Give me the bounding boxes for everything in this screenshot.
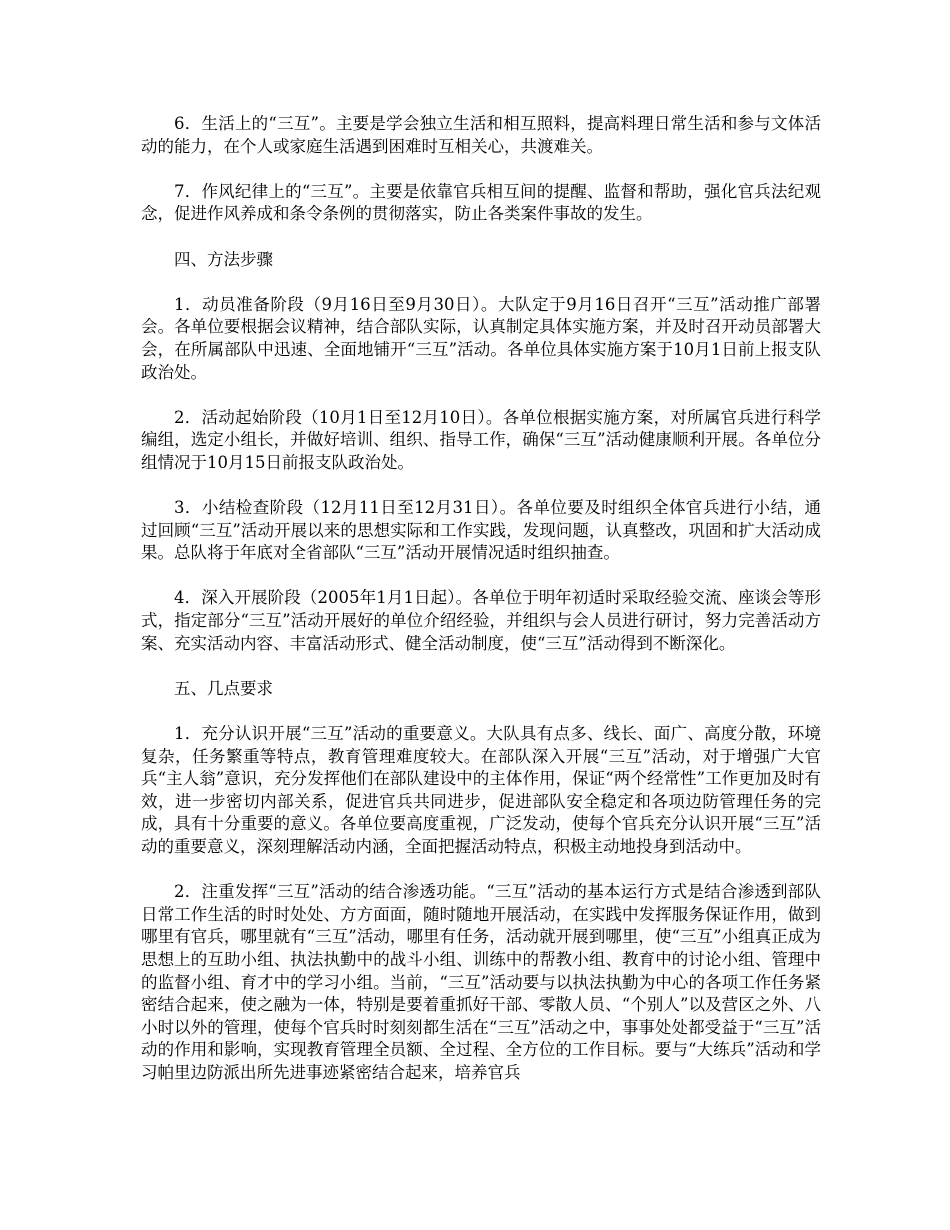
paragraph-step-review: 3．小结检查阶段（12月11日至12月31日）。各单位要及时组织全体官兵进行小结，通过回顾“三互”活动开展以来的思想实际和工作实践，发现问题，认真整改，巩固和扩大活动成果。总队将于年底对全省部队“三互”活动开展情况适时组织抽查。 [141,498,821,563]
section-heading-method-steps: 四、方法步骤 [174,249,273,269]
paragraph-requirement-integration: 2．注重发挥“三互”活动的结合渗透功能。“三互”活动的基本运行方式是结合渗透到部队日常工作生活的时时处处、方方面面，随时随地开展活动，在实践中发挥服务保证作用，做到哪里有官兵，哪里就有“三互”活动，哪里有任务，活动就开展到哪里，使“三互”小组真正成为思想上的互助小组、执法执勤中的战斗小组、训练中的帮教小组、教育中的讨论小组、管理中的监督小组、育才中的学习小组。当前，“三互”活动要与以执法执勤为中心的各项工作任务紧密结合起来，使之融为一体，特别是要着重抓好干部、零散人员、“个别人”以及营区之外、八小时以外的管理，使每个官兵时时刻刻都生活在“三互”活动之中，事事处处都受益于“三互”活动的作用和影响，实现教育管理全员额、全过程、全方位的工作目标。要与“大练兵”活动和学习帕里边防派出所先进事迹紧密结合起来，培养官兵 [141,882,821,1082]
section-heading-requirements: 五、几点要求 [174,678,273,698]
paragraph-step-mobilization: 1．动员准备阶段（9月16日至9月30日）。大队定于9月16日召开“三互”活动推广部署会。各单位要根据会议精神，结合部队实际，认真制定具体实施方案，并及时召开动员部署大会，在所属部队中迅速、全面地铺开“三互”活动。各单位具体实施方案于10月1日前上报支队政治处。 [141,294,821,382]
paragraph-discipline-three-mutual: 7．作风纪律上的“三互”。主要是依靠官兵相互间的提醒、监督和帮助，强化官兵法纪观念，促进作风养成和条令条例的贯彻落实，防止各类案件事故的发生。 [141,181,821,224]
paragraph-step-start: 2．活动起始阶段（10月1日至12月10日）。各单位根据实施方案，对所属官兵进行科学编组，选定小组长，并做好培训、组织、指导工作，确保“三互”活动健康顺利开展。各单位分组情况于10月15日前报支队政治处。 [141,407,821,472]
paragraph-requirement-significance: 1．充分认识开展“三互”活动的重要意义。大队具有点多、线长、面广、高度分散，环境复杂，任务繁重等特点，教育管理难度较大。在部队深入开展“三互”活动，对于增强广大官兵“主人翁”意识，充分发挥他们在部队建设中的主体作用，保证“两个经常性”工作更加及时有效，进一步密切内部关系，促进官兵共同进步，促进部队安全稳定和各项边防管理任务的完成，具有十分重要的意义。各单位要高度重视，广泛发动，使每个官兵充分认识开展“三互”活动的重要意义，深刻理解活动内涵，全面把握活动特点，积极主动地投身到活动中。 [141,724,821,856]
paragraph-life-three-mutual: 6．生活上的“三互”。主要是学会独立生活和相互照料，提高料理日常生活和参与文体活动的能力，在个人或家庭生活遇到困难时互相关心，共渡难关。 [141,114,821,156]
document-body [141,113,821,1107]
paragraph-step-deepen: 4．深入开展阶段（2005年1月1日起）。各单位于明年初适时采取经验交流、座谈会等形式，指定部分“三互”活动开展好的单位介绍经验，并组织与会人员进行研讨，努力完善活动方案、充实活动内容、丰富活动形式、健全活动制度，使“三互”活动得到不断深化。 [141,588,821,653]
